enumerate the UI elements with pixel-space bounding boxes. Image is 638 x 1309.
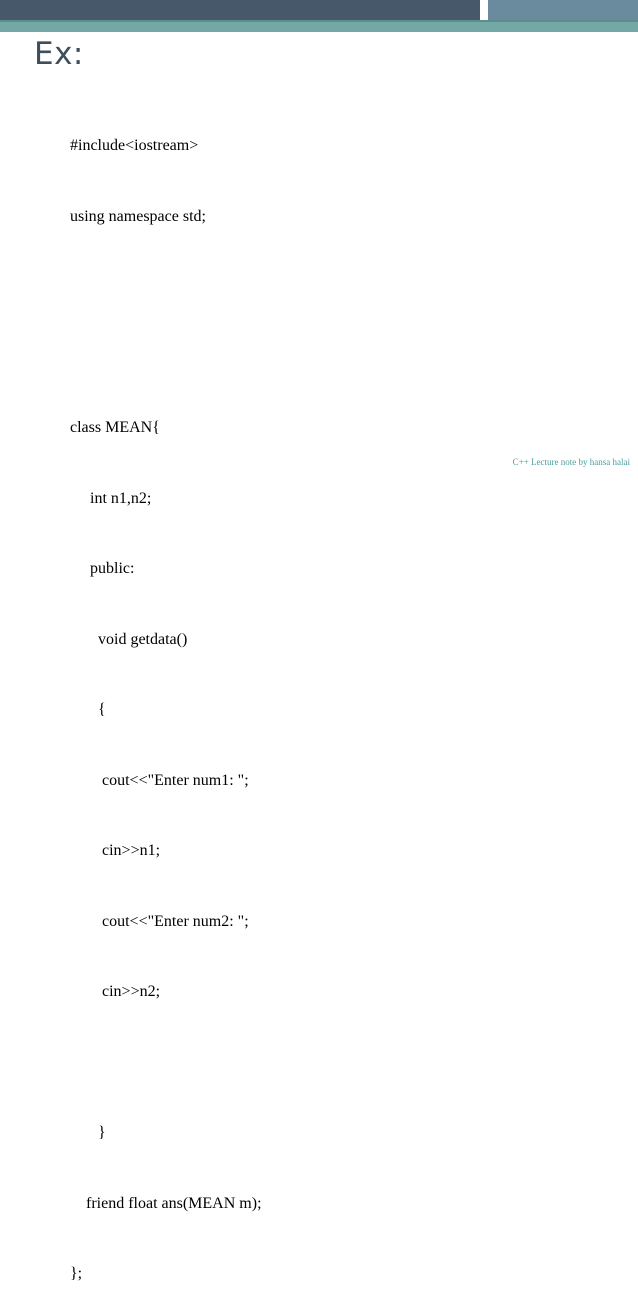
code-line: cout<<"Enter num1: "; <box>70 771 249 789</box>
footer-credit: C++ Lecture note by hansa halai <box>512 457 630 467</box>
code-line: friend float ans(MEAN m); <box>70 1194 262 1212</box>
code-line: public: <box>70 560 135 577</box>
code-line: using namespace std; <box>70 207 206 225</box>
top-decorative-bar <box>0 0 638 20</box>
code-line: } <box>70 1124 106 1141</box>
code-block <box>70 87 262 1309</box>
code-line: class MEAN{ <box>70 419 160 436</box>
code-line: { <box>70 701 106 718</box>
code-line: cout<<"Enter num2: "; <box>70 912 249 930</box>
code-line <box>70 275 262 299</box>
slide-title: Ex: <box>34 36 84 72</box>
top-bar-dark-segment <box>0 0 480 20</box>
top-bar-light-segment <box>488 0 638 20</box>
top-bar-gap <box>480 0 488 20</box>
code-line: cin>>n2; <box>70 983 161 1000</box>
code-line: #include<iostream> <box>70 137 199 154</box>
code-line <box>70 346 262 370</box>
code-line: void getdata() <box>70 630 188 648</box>
accent-band-edge <box>0 20 638 22</box>
code-line <box>70 1051 262 1075</box>
code-line: int n1,n2; <box>70 489 152 507</box>
code-line: }; <box>70 1265 83 1282</box>
code-line: cin>>n1; <box>70 842 161 859</box>
